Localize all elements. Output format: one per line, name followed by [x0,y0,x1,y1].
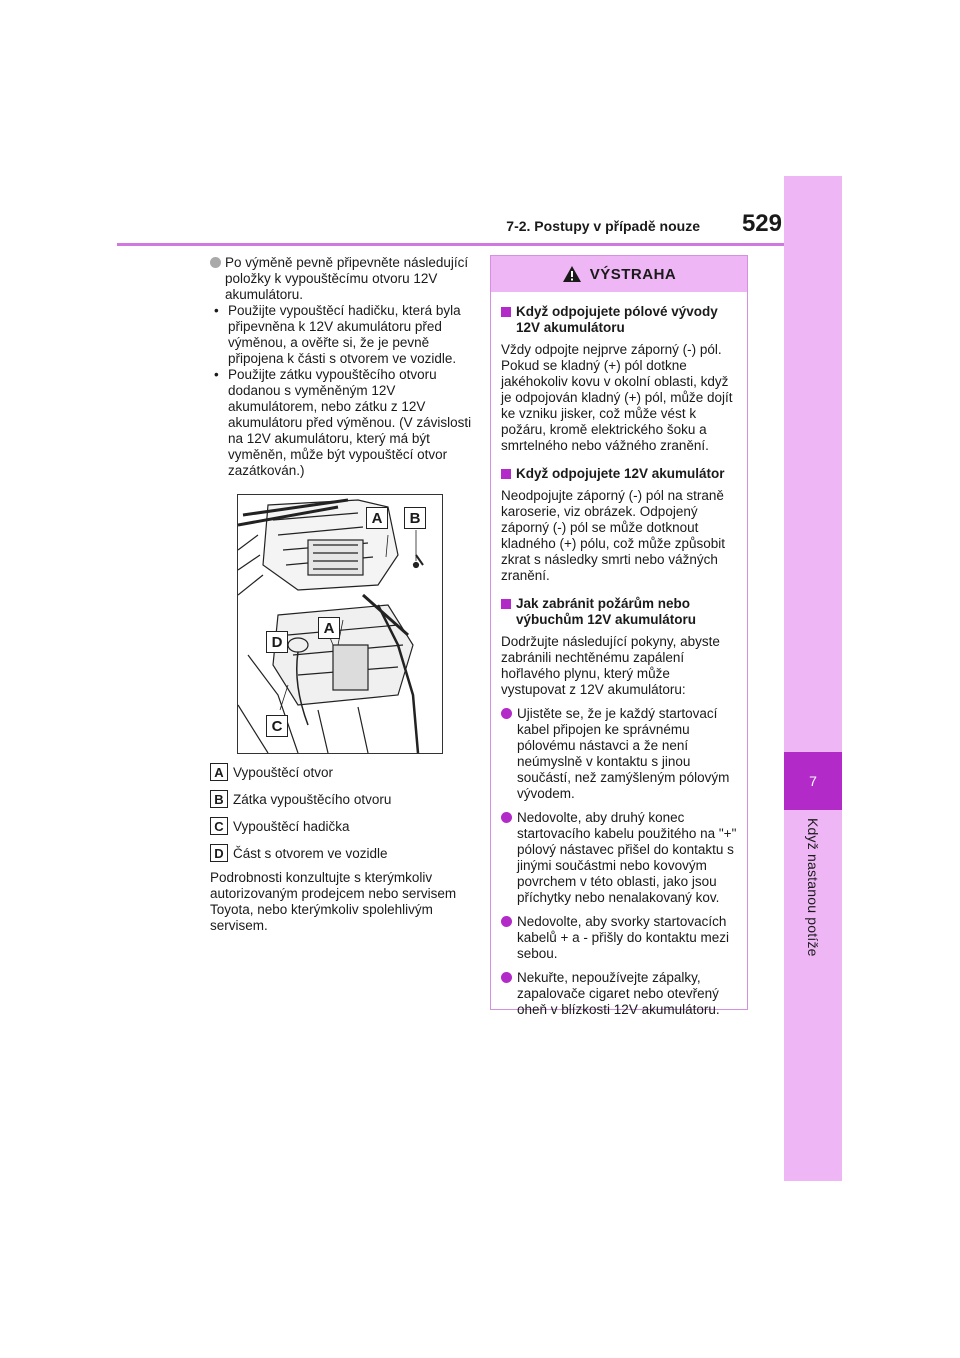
footnote: Podrobnosti konzultujte s kterýmkoliv autorizovaným prodejcem nebo servisem Toyota, nebo kterýmkoliv spolehlivým servisem. [210,870,457,933]
figure-label-c: C [266,715,288,737]
warning-box [490,255,748,1017]
warning-section-heading: Jak zabránit požárům nebo výbuchům 12V akumulátoru [501,596,737,628]
figure-label-a-top: A [366,507,388,529]
warning-bullet: Ujistěte se, že je každý startovací kabel připojen ke správnému pólovému nástavci a že není neúmyslně v kontaktu s jinou součástí, než zamýšleným pólovým vývodem. [501,706,737,802]
figure-label-b: B [404,507,426,529]
chapter-number: 7 [784,752,842,810]
battery-drain-figure [237,494,443,754]
legend-item-a: A Vypouštěcí otvor [210,763,478,781]
chapter-side-tab [784,176,842,1181]
figure-label-a-bottom: A [318,617,340,639]
bullet-dot-icon [501,708,512,719]
list-item: • Použijte vypouštěcí hadičku, která byla připevněna k 12V akumulátoru před výměnou, a ověřte si, že je pevně připojena k části s otvorem ve vozidle. [214,303,461,366]
warning-triangle-icon [562,265,582,283]
sub-item-list [210,303,478,479]
header-rule [117,243,784,246]
bullet-dot-icon [501,916,512,927]
figure-label-d: D [266,631,288,653]
warning-bullet: Nekuřte, nepoužívejte zápalky, zapalovače cigaret nebo otevřený oheň v blízkosti 12V akumulátoru. [501,970,737,1018]
square-bullet-icon [501,307,511,317]
chapter-title-text: Když nastanou potíže [805,818,821,957]
square-bullet-icon [501,469,511,479]
intro-text: Po výměně pevně připevněte následující položky k vypouštěcímu otvoru 12V akumulátoru. [225,255,469,302]
legend-item-c: C Vypouštěcí hadička [210,817,478,835]
legend-item-b: B Zátka vypouštěcího otvoru [210,790,478,808]
section-title: 7-2. Postupy v případě nouze [506,218,700,234]
legend-item-d: D Část s otvorem ve vozidle [210,844,478,862]
warning-bullet: Nedovolte, aby svorky startovacích kabelů + a - přišly do kontaktu mezi sebou. [501,914,737,962]
warning-section-text: Dodržujte následující pokyny, abyste zabránili nechtěnému zapálení hořlavého plynu, který může vystupovat z 12V akumulátoru: [501,634,720,697]
bullet-dot-icon [210,257,221,268]
bullet-dot-icon [501,812,512,823]
warning-section-heading: Když odpojujete pólové vývody 12V akumulátoru [501,304,737,336]
warning-section-text: Vždy odpojte nejprve záporný (-) pól. Pokud se kladný (+) pól dotkne jakéhokoliv kovu v okolní oblasti, když je odpojován kladný (+) pól, může dojít ke vzniku jisker, což může vést k požáru, kromě elektrického šoku a smrtelného nebo vážného zranění. [501,342,733,453]
warning-body [491,292,747,1018]
intro-bullet [210,255,478,303]
bullet-dot-icon [501,972,512,983]
left-column [210,255,478,479]
warning-title: VÝSTRAHA [589,265,677,283]
page-number: 529 [741,210,782,237]
square-bullet-icon [501,599,511,609]
warning-header [491,256,747,292]
warning-section-text: Neodpojujte záporný (-) pól na straně karoserie, viz obrázek. Odpojený záporný (-) pól se může dotknout kladného (+) pólu, což může způsobit zkrat s následky smrti nebo vážných zranění. [501,488,726,583]
chapter-title [790,818,836,978]
warning-section-heading: Když odpojujete 12V akumulátor [501,466,737,482]
warning-bullet: Nedovolte, aby druhý konec startovacího kabelu použitého na "+" pólový nástavec přišel do kontaktu s jinými součástmi nebo kovovým povrchem v této oblasti, jako jsou příchytky nebo nenalakovaný kov. [501,810,737,906]
list-item: • Použijte zátku vypouštěcího otvoru dodanou s vyměněným 12V akumulátorem, nebo zátku z 12V akumulátoru před výměnou. (V závislosti na 12V akumulátoru, který má být vyměněn, může být vypouštěcí otvor zazátkován.) [214,367,472,478]
